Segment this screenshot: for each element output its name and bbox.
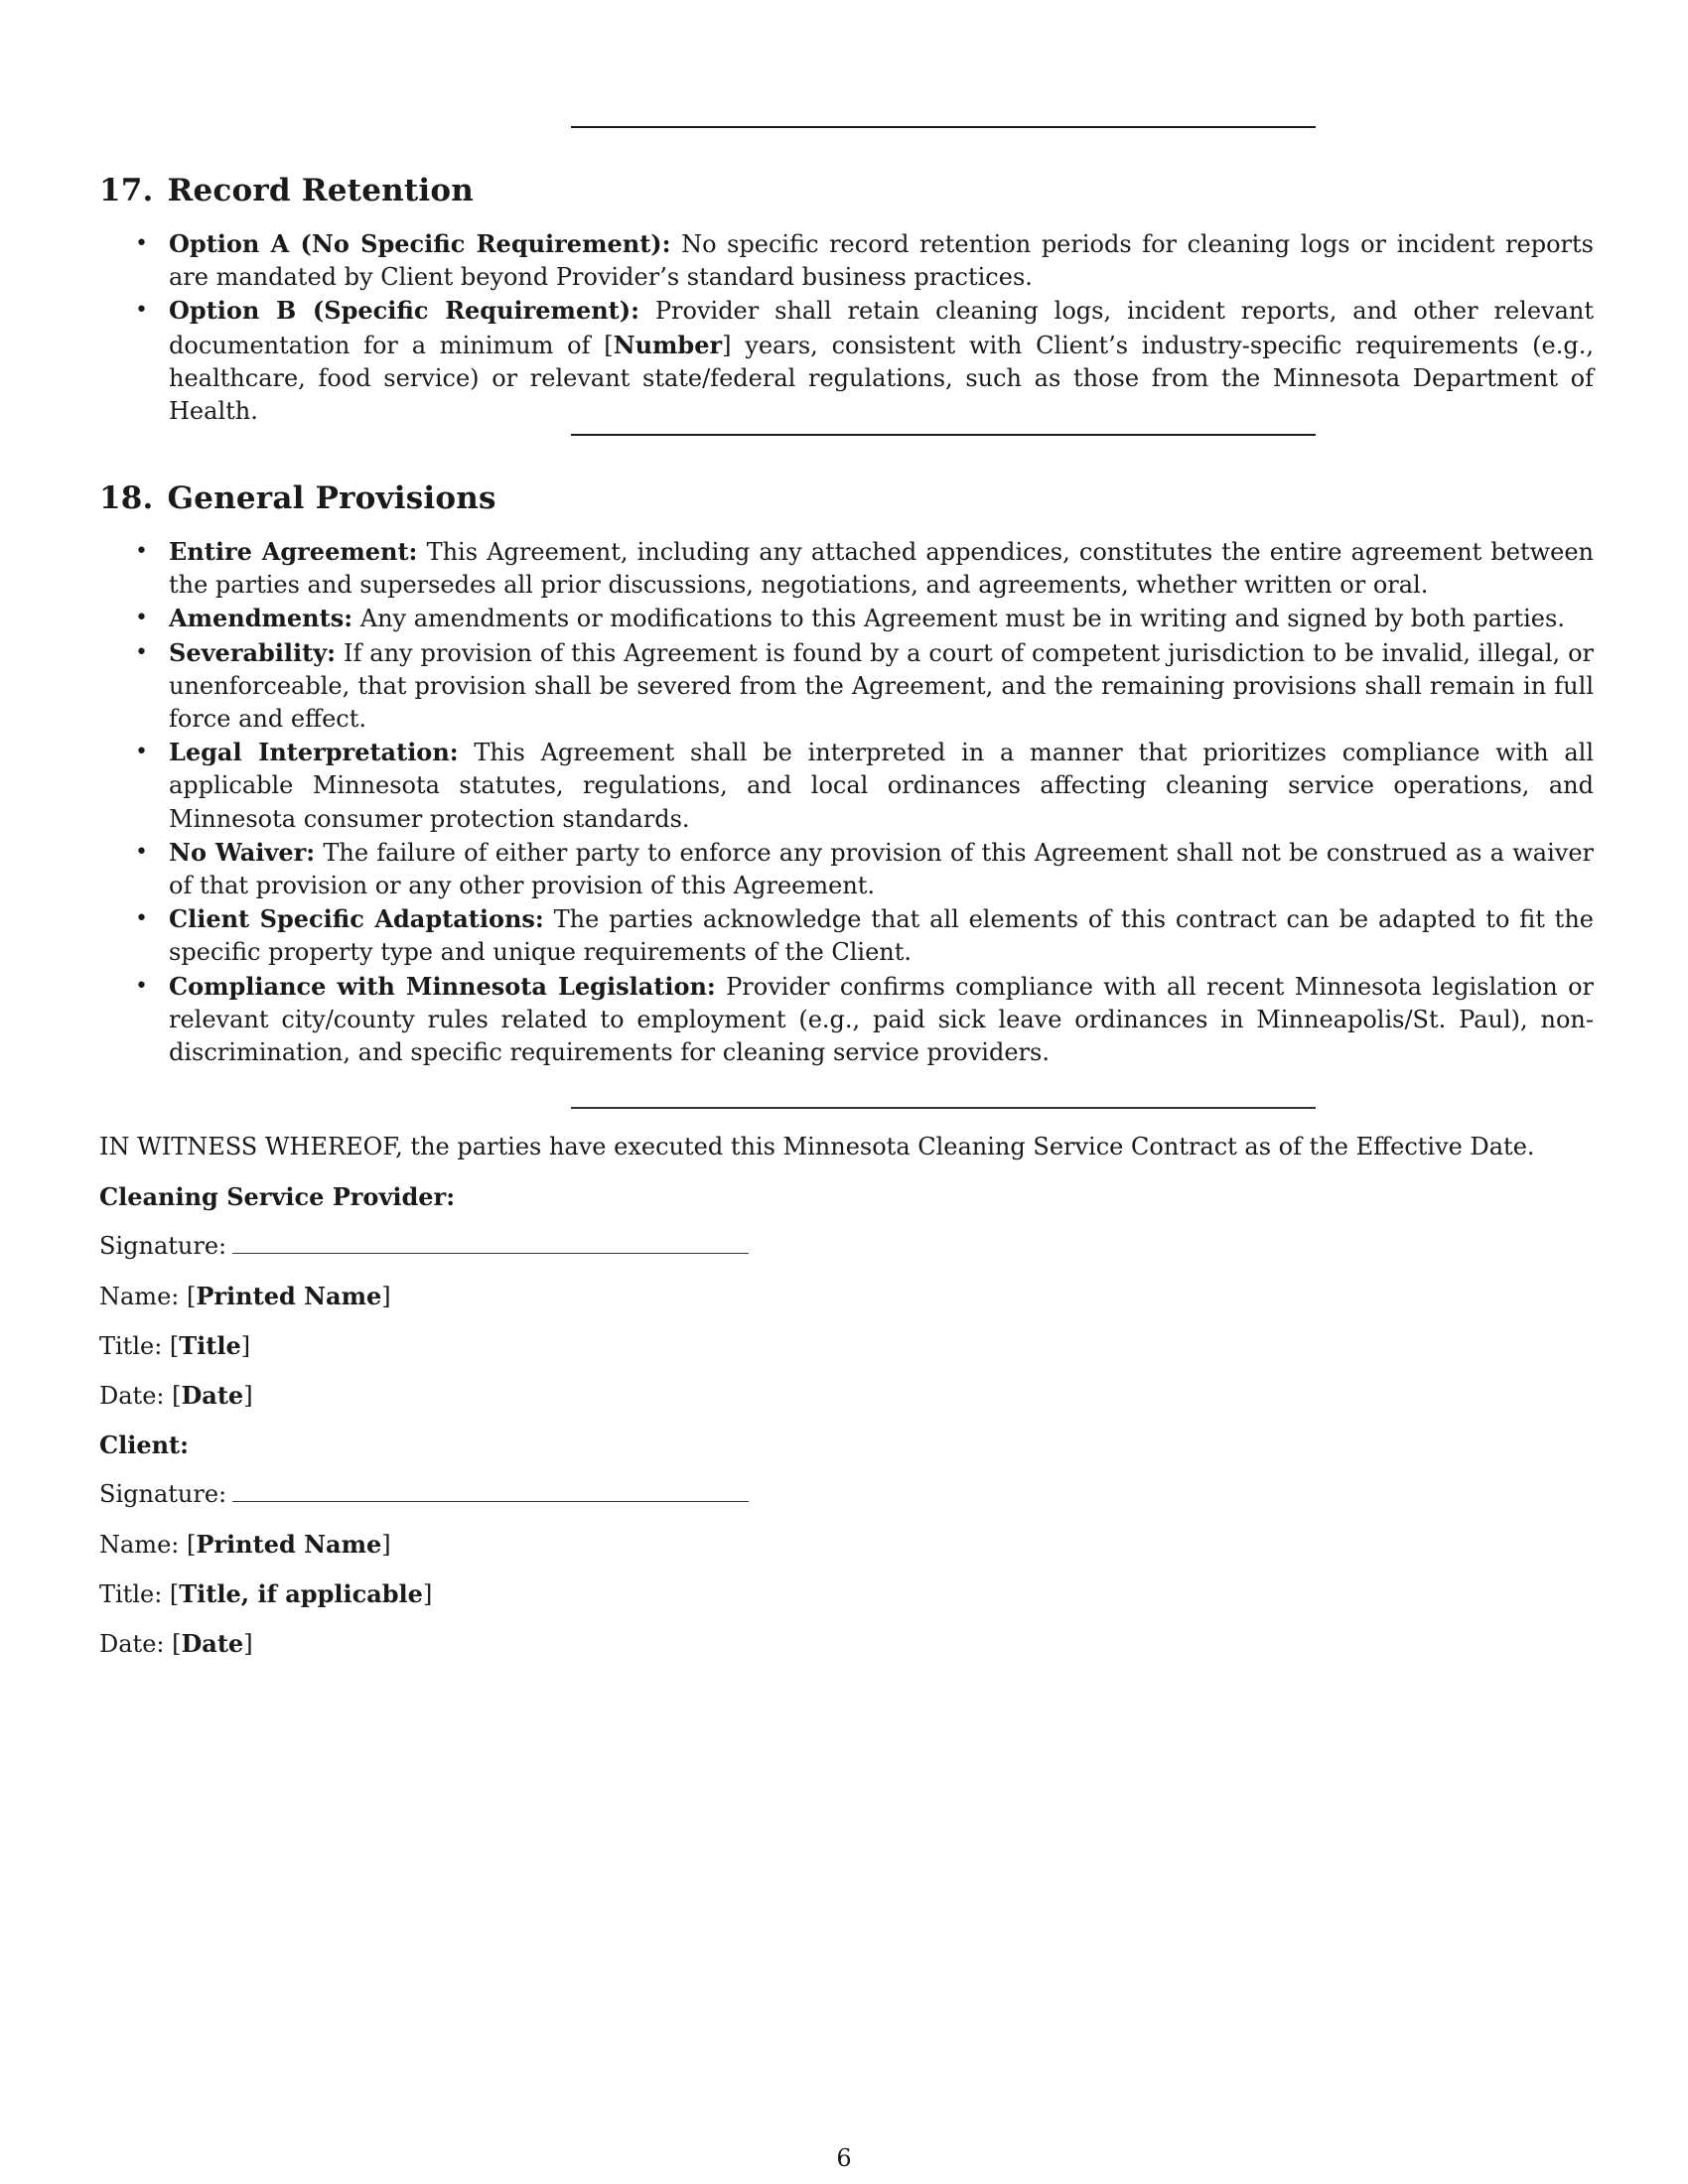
- item-term: Option B (Specific Requirement):: [169, 296, 639, 326]
- item-term: Option A (No Specific Requirement):: [169, 229, 671, 258]
- section-divider: [571, 434, 1316, 436]
- date-label: Date:: [99, 1382, 165, 1410]
- provider-name-value: Printed Name: [196, 1282, 382, 1310]
- list-item: [99, 535, 1594, 602]
- signature-label: Signature:: [99, 1480, 227, 1508]
- section-divider: [571, 1107, 1316, 1109]
- list-item: [99, 602, 1594, 635]
- client-signature-row: [99, 1478, 749, 1511]
- page-number: 6: [836, 2144, 852, 2172]
- name-label: Name:: [99, 1283, 180, 1310]
- item-term: Amendments:: [169, 604, 353, 633]
- list-item: [99, 836, 1594, 902]
- item-text: This Agreement, including any attached appendices, constitutes the entire agreement between the parties and supersedes all prior discussions, negotiations, and agreements, whether written or oral.: [169, 538, 1594, 600]
- client-name-row: Name: [Printed Name]: [99, 1530, 391, 1559]
- list-item: [99, 736, 1594, 836]
- signature-label: Signature:: [99, 1232, 227, 1260]
- section-17-heading: [99, 173, 474, 208]
- section-17-list: [99, 227, 1594, 428]
- item-term: Client Specific Adaptations:: [169, 904, 544, 934]
- section-number: 18.: [99, 480, 154, 516]
- item-term: No Waiver:: [169, 837, 316, 867]
- item-text: Any amendments or modifications to this Agreement must be in writing and signed by both parties.: [359, 605, 1565, 633]
- section-18-list: [99, 535, 1594, 1069]
- provider-heading: Cleaning Service Provider:: [99, 1182, 456, 1211]
- item-text: No specific record retention periods for cleaning logs or incident reports are mandated by Client beyond Provider’s standard business practices.: [169, 230, 1594, 292]
- section-divider: [571, 126, 1316, 128]
- item-term: Compliance with Minnesota Legislation:: [169, 971, 716, 1001]
- item-text: The failure of either party to enforce any provision of this Agreement shall not be construed as a waiver of that provision or any other provision of this Agreement.: [169, 838, 1594, 900]
- item-term: Severability:: [169, 637, 337, 667]
- item-text: This Agreement shall be interpreted in a manner that prioritizes compliance with all applicable Minnesota statutes, regulations, and local ordinances affecting cleaning service operations, and Minnesota consumer protection standards.: [169, 739, 1594, 833]
- item-placeholder: Number: [613, 330, 723, 359]
- provider-title-value: Title: [179, 1331, 241, 1360]
- client-date-row: Date: [Date]: [99, 1629, 253, 1658]
- section-title: General Provisions: [167, 480, 496, 516]
- item-text: The parties acknowledge that all elements of this contract can be adapted to fit the specific property type and unique requirements of the Client.: [169, 905, 1594, 967]
- item-text: If any provision of this Agreement is found by a court of competent jurisdiction to be invalid, illegal, or unenforceable, that provision shall be severed from the Agreement, and the remaining provisions shall remain in full force and effect.: [169, 638, 1594, 734]
- item-text: Provider confirms compliance with all recent Minnesota legislation or relevant city/county rules related to employment (e.g., paid sick leave ordinances in Minneapolis/St. Paul), non-discrimination, and specific requirements for cleaning service providers.: [169, 972, 1594, 1067]
- client-heading: Client:: [99, 1431, 189, 1459]
- item-text: ] years, consistent with Client’s industry-specific requirements (e.g., healthcare, food service) or relevant state/federal regulations, such as those from the Minnesota Department of Health.: [169, 331, 1594, 426]
- list-item: [99, 970, 1594, 1070]
- provider-name-row: Name: [Printed Name]: [99, 1282, 391, 1310]
- list-item: [99, 902, 1594, 969]
- date-label: Date:: [99, 1630, 165, 1658]
- provider-signature-line[interactable]: [232, 1233, 749, 1254]
- list-item: [99, 636, 1594, 737]
- client-date-value: Date: [181, 1629, 244, 1658]
- provider-date-value: Date: [181, 1381, 244, 1410]
- section-18-heading: [99, 480, 496, 516]
- client-title-value: Title, if applicable: [179, 1579, 423, 1608]
- section-number: 17.: [99, 173, 154, 208]
- client-name-value: Printed Name: [196, 1530, 382, 1559]
- title-label: Title:: [99, 1332, 163, 1360]
- item-term: Legal Interpretation:: [169, 738, 459, 767]
- client-title-row: Title: [Title, if applicable]: [99, 1579, 433, 1608]
- provider-title-row: Title: [Title]: [99, 1331, 251, 1360]
- list-item: [99, 294, 1594, 428]
- provider-signature-row: [99, 1230, 749, 1263]
- provider-date-row: Date: [Date]: [99, 1381, 253, 1410]
- witness-statement: IN WITNESS WHEREOF, the parties have executed this Minnesota Cleaning Service Contract as of the Effective Date.: [99, 1133, 1535, 1160]
- name-label: Name:: [99, 1531, 180, 1559]
- title-label: Title:: [99, 1580, 163, 1608]
- list-item: [99, 227, 1594, 294]
- client-signature-line[interactable]: [232, 1481, 749, 1502]
- section-title: Record Retention: [167, 173, 474, 208]
- item-text: Provider shall retain cleaning logs, incident reports, and other relevant documentation for a minimum of [: [169, 297, 1594, 359]
- item-term: Entire Agreement:: [169, 537, 418, 566]
